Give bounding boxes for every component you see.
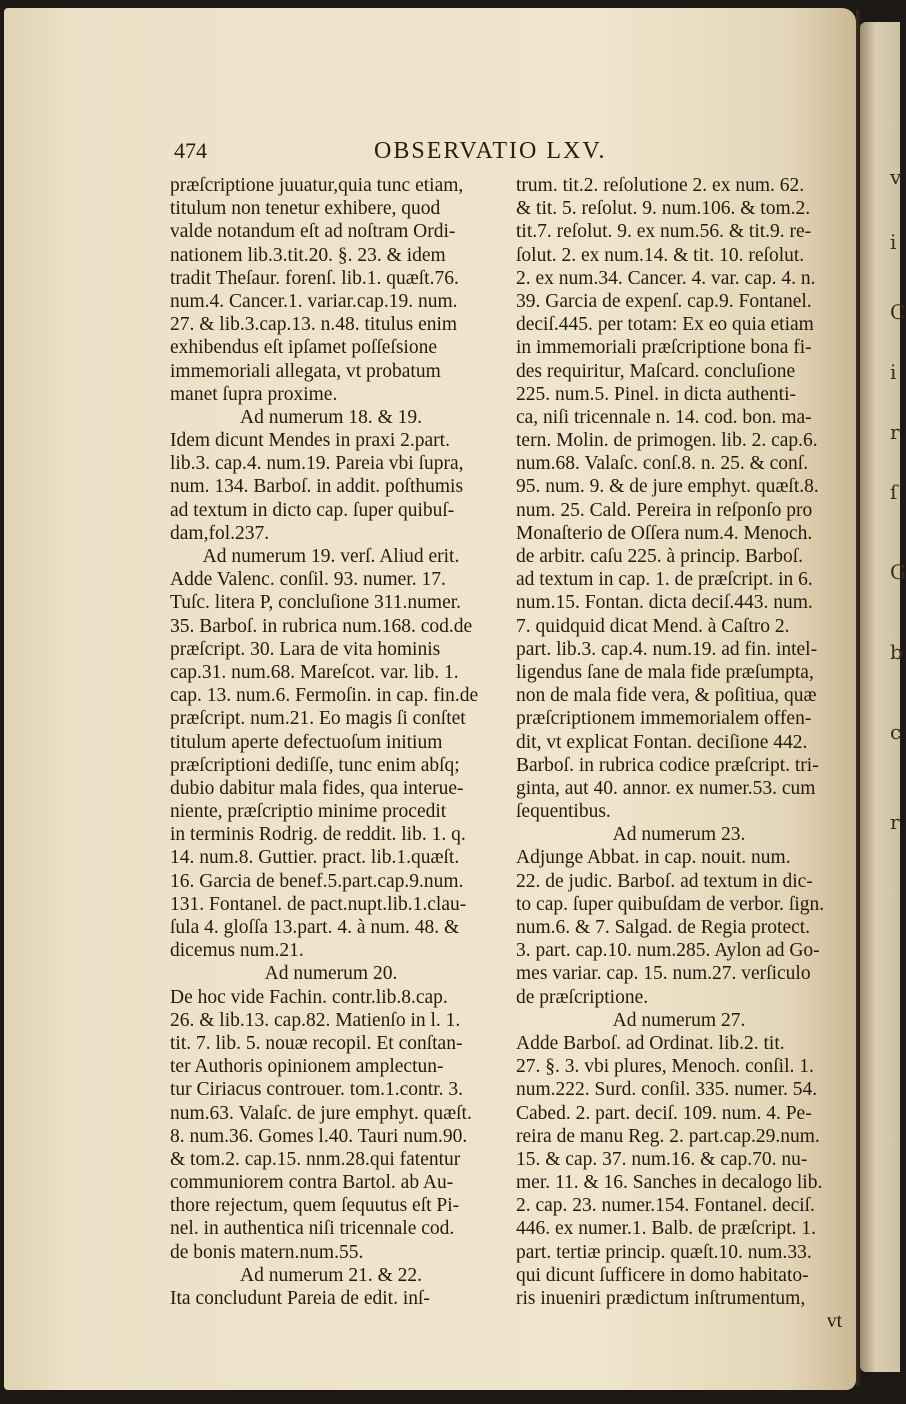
text-line: num.15. Fontan. dicta deciſ.443. num.: [516, 592, 813, 614]
page-number: 474: [174, 138, 207, 163]
right-column: [516, 174, 842, 1333]
text-line: ris inueniri prædictum inſtrumentum,: [516, 1288, 806, 1309]
text-line: 2. ex num.34. Cancer. 4. var. cap. 4. n.: [516, 267, 816, 289]
next-page-glyph: r: [890, 810, 900, 834]
text-line: 14. num.8. Guttier. pract. lib.1.quæſt.: [170, 847, 460, 869]
text-line: dicemus num.21.: [170, 940, 304, 962]
text-line: de præſcriptione.: [516, 986, 649, 1008]
running-title: OBSERVATIO LXV.: [374, 138, 607, 164]
text-line: deciſ.445. per totam: Ex eo quia etiam: [516, 314, 814, 336]
text-line: De hoc vide Fachin. contr.lib.8.cap.: [170, 986, 448, 1008]
text-line: ſula 4. gloſſa 13.part. 4. à num. 48. &: [170, 917, 460, 938]
text-line: & tom.2. cap.15. nnm.28.qui fatentur: [170, 1148, 461, 1170]
text-line: dubio dabitur mala fides, qua interue-: [170, 777, 464, 799]
text-line: mes variar. cap. 15. num.27. verſiculo: [516, 963, 811, 985]
section-heading: Ad numerum 27.: [612, 1009, 746, 1031]
text-line: 27. §. 3. vbi plures, Menoch. conſil. 1.: [516, 1056, 814, 1078]
text-line: ter Authoris opinionem amplectun-: [170, 1056, 444, 1078]
text-line: exhibendus eſt ipſamet poſſeſsione: [170, 337, 437, 359]
text-line: lib.3. cap.4. num.19. Pareia vbi ſupra,: [170, 453, 464, 475]
text-line: nationem lib.3.tit.20. §. 23. & idem: [170, 244, 446, 266]
text-line: num.4. Cancer.1. variar.cap.19. num.: [170, 290, 458, 312]
text-line: num. 25. Cald. Pereira in reſponſo pro: [516, 499, 813, 521]
next-page-glyph: v: [890, 165, 902, 189]
section-heading: Ad numerum 18. & 19.: [240, 406, 422, 428]
text-line: manet ſupra proxime.: [170, 383, 338, 405]
text-line: ad textum in cap. 1. de præſcript. in 6.: [516, 569, 813, 591]
text-line: Cabed. 2. part. deciſ. 109. num. 4. Pe-: [516, 1102, 812, 1124]
text-line: num.63. Valaſc. de jure emphyt. quæſt.: [170, 1102, 472, 1124]
text-line: ca, niſi tricennale n. 14. cod. bon. ma-: [516, 406, 812, 428]
text-line: 8. num.36. Gomes l.40. Tauri num.90.: [170, 1125, 468, 1147]
text-line: præſcriptionem immemorialem offen-: [516, 708, 812, 730]
catchword: vt: [826, 1311, 842, 1333]
next-page-glyph: C: [890, 300, 906, 324]
text-line: valde notandum eſt ad noſtram Ordi-: [170, 221, 456, 243]
text-line: num.222. Surd. conſil. 335. numer. 54.: [516, 1079, 818, 1101]
section-heading: Ad numerum 19. verſ. Aliud erit.: [202, 546, 460, 567]
text-line: Adde Valenc. conſil. 93. numer. 17.: [170, 569, 446, 591]
text-line: niente, præſcriptio minime procedit: [170, 801, 447, 823]
text-line: non de mala fide vera, & poſitiua, quæ: [516, 685, 817, 707]
next-page-glyph: G: [890, 560, 906, 584]
text-line: & tit. 5. reſolut. 9. num.106. & tom.2.: [516, 198, 811, 220]
text-line: dit, vt explicat Fontan. deciſione 442.: [516, 731, 808, 753]
text-line: to cap. ſuper quibuſdam de verbor. ſign.: [516, 893, 825, 915]
next-page-glyph: r: [890, 420, 900, 444]
next-page-glyph: i: [890, 230, 897, 254]
text-line: ſequentibus.: [516, 801, 611, 823]
text-line: reira de manu Reg. 2. part.cap.29.num.: [516, 1125, 820, 1147]
text-line: immemoriali allegata, vt probatum: [170, 360, 441, 382]
text-line: 27. & lib.3.cap.13. n.48. titulus enim: [170, 314, 458, 336]
text-line: præſcriptione juuatur,quia tunc etiam,: [170, 175, 464, 196]
text-line: cap. 13. num.6. Fermoſin. in cap. fin.de: [170, 685, 479, 707]
text-line: præſcript. 30. Lara de vita hominis: [170, 638, 441, 660]
text-line: præſcriptioni dediſſe, tunc enim abſq;: [170, 754, 460, 776]
text-line: tern. Molin. de primogen. lib. 2. cap.6.: [516, 430, 818, 452]
text-line: in immemoriali præſcriptione bona fi-: [516, 337, 812, 359]
text-line: part. lib.3. cap.4. num.19. ad fin. intel-: [516, 638, 818, 660]
text-line: 3. part. cap.10. num.285. Aylon ad Go-: [516, 940, 820, 962]
next-page-glyph: c: [890, 720, 902, 744]
text-line: 35. Barboſ. in rubrica num.168. cod.de: [170, 615, 473, 637]
text-line: ginta, aut 40. annor. ex numer.53. cum: [516, 777, 816, 799]
text-line: 26. & lib.13. cap.82. Matienſo in l. 1.: [170, 1009, 461, 1031]
text-line: tit.7. reſolut. 9. ex num.56. & tit.9. re-: [516, 221, 812, 243]
text-line: part. tertiæ princip. quæſt.10. num.33.: [516, 1241, 812, 1263]
text-line: Monaſterio de Oſſera num.4. Menoch.: [516, 522, 813, 544]
text-line: trum. tit.2. reſolutione 2. ex num. 62.: [516, 175, 805, 196]
text-line: de arbitr. caſu 225. à princip. Barboſ.: [516, 546, 803, 567]
text-line: in terminis Rodrig. de reddit. lib. 1. q.: [170, 824, 466, 846]
text-line: ligendus ſane de mala fide præſumpta,: [516, 661, 814, 683]
text-line: 15. & cap. 37. num.16. & cap.70. nu-: [516, 1148, 808, 1170]
next-page-edge: [860, 22, 906, 1372]
text-line: qui dicunt ſufficere in domo habitato-: [516, 1264, 809, 1286]
next-page-glyph: ſ: [890, 480, 898, 504]
text-line: præſcript. num.21. Eo magis ſi conſtet: [170, 708, 466, 730]
text-line: ad textum in dicto cap. ſuper quibuſ-: [170, 499, 455, 521]
text-line: num. 134. Barboſ. in addit. poſthumis: [170, 476, 464, 498]
text-line: tit. 7. lib. 5. nouæ recopil. Et conſtan-: [170, 1032, 463, 1054]
text-line: Adde Barboſ. ad Ordinat. lib.2. tit.: [516, 1032, 785, 1054]
text-line: thore rejectum, quem ſequutus eſt Pi-: [170, 1195, 460, 1217]
text-line: communiorem contra Bartol. ab Au-: [170, 1172, 454, 1194]
text-line: 7. quidquid dicat Mend. à Caſtro 2.: [516, 615, 790, 637]
text-line: 95. num. 9. & de jure emphyt. quæſt.8.: [516, 476, 819, 498]
text-line: Barboſ. in rubrica codice præſcript. tri-: [516, 754, 819, 776]
text-line: tradit Theſaur. forenſ. lib.1. quæſt.76.: [170, 267, 459, 289]
text-line: titulum aperte defectuoſum initium: [170, 731, 443, 753]
next-page-glyph: b: [890, 640, 903, 664]
text-line: Ita concludunt Pareia de edit. inſ-: [170, 1288, 430, 1309]
section-heading: Ad numerum 21. & 22.: [240, 1264, 422, 1286]
text-line: 22. de judic. Barboſ. ad textum in dic-: [516, 870, 813, 892]
text-line: 131. Fontanel. de pact.nupt.lib.1.clau-: [170, 893, 467, 915]
text-line: 16. Garcia de benef.5.part.cap.9.num.: [170, 870, 464, 892]
text-line: ſolut. 2. ex num.14. & tit. 10. reſolut.: [516, 244, 805, 266]
text-line: mer. 11. & 16. Sanches in decalogo lib.: [516, 1172, 823, 1194]
section-heading: Ad numerum 23.: [612, 824, 746, 846]
text-line: titulum non tenetur exhibere, quod: [170, 198, 441, 220]
text-line: tur Ciriacus controuer. tom.1.contr. 3.: [170, 1079, 463, 1101]
section-heading: Ad numerum 20.: [264, 963, 398, 985]
text-line: de bonis matern.num.55.: [170, 1241, 364, 1263]
text-line: Adjunge Abbat. in cap. nouit. num.: [516, 847, 791, 869]
text-line: dam,fol.237.: [170, 522, 270, 544]
text-line: Tuſc. litera P, concluſione 311.numer.: [170, 592, 462, 614]
text-line: Idem dicunt Mendes in praxi 2.part.: [170, 430, 450, 452]
text-line: 225. num.5. Pinel. in dicta authenti-: [516, 383, 796, 405]
text-line: 39. Garcia de expenſ. cap.9. Fontanel.: [516, 290, 812, 312]
text-line: 2. cap. 23. numer.154. Fontanel. deciſ.: [516, 1195, 815, 1217]
text-line: cap.31. num.68. Mareſcot. var. lib. 1.: [170, 661, 459, 683]
next-page-glyph: i: [890, 360, 897, 384]
book-page: [4, 8, 856, 1390]
left-column: [170, 174, 492, 1310]
text-line: num.68. Valaſc. conſ.8. n. 25. & conſ.: [516, 453, 809, 475]
text-line: nel. in authentica niſi tricennale cod.: [170, 1218, 455, 1240]
text-line: num.6. & 7. Salgad. de Regia protect.: [516, 917, 811, 938]
text-line: 446. ex numer.1. Balb. de præſcript. 1.: [516, 1218, 817, 1240]
text-line: des requiritur, Maſcard. concluſione: [516, 360, 796, 382]
